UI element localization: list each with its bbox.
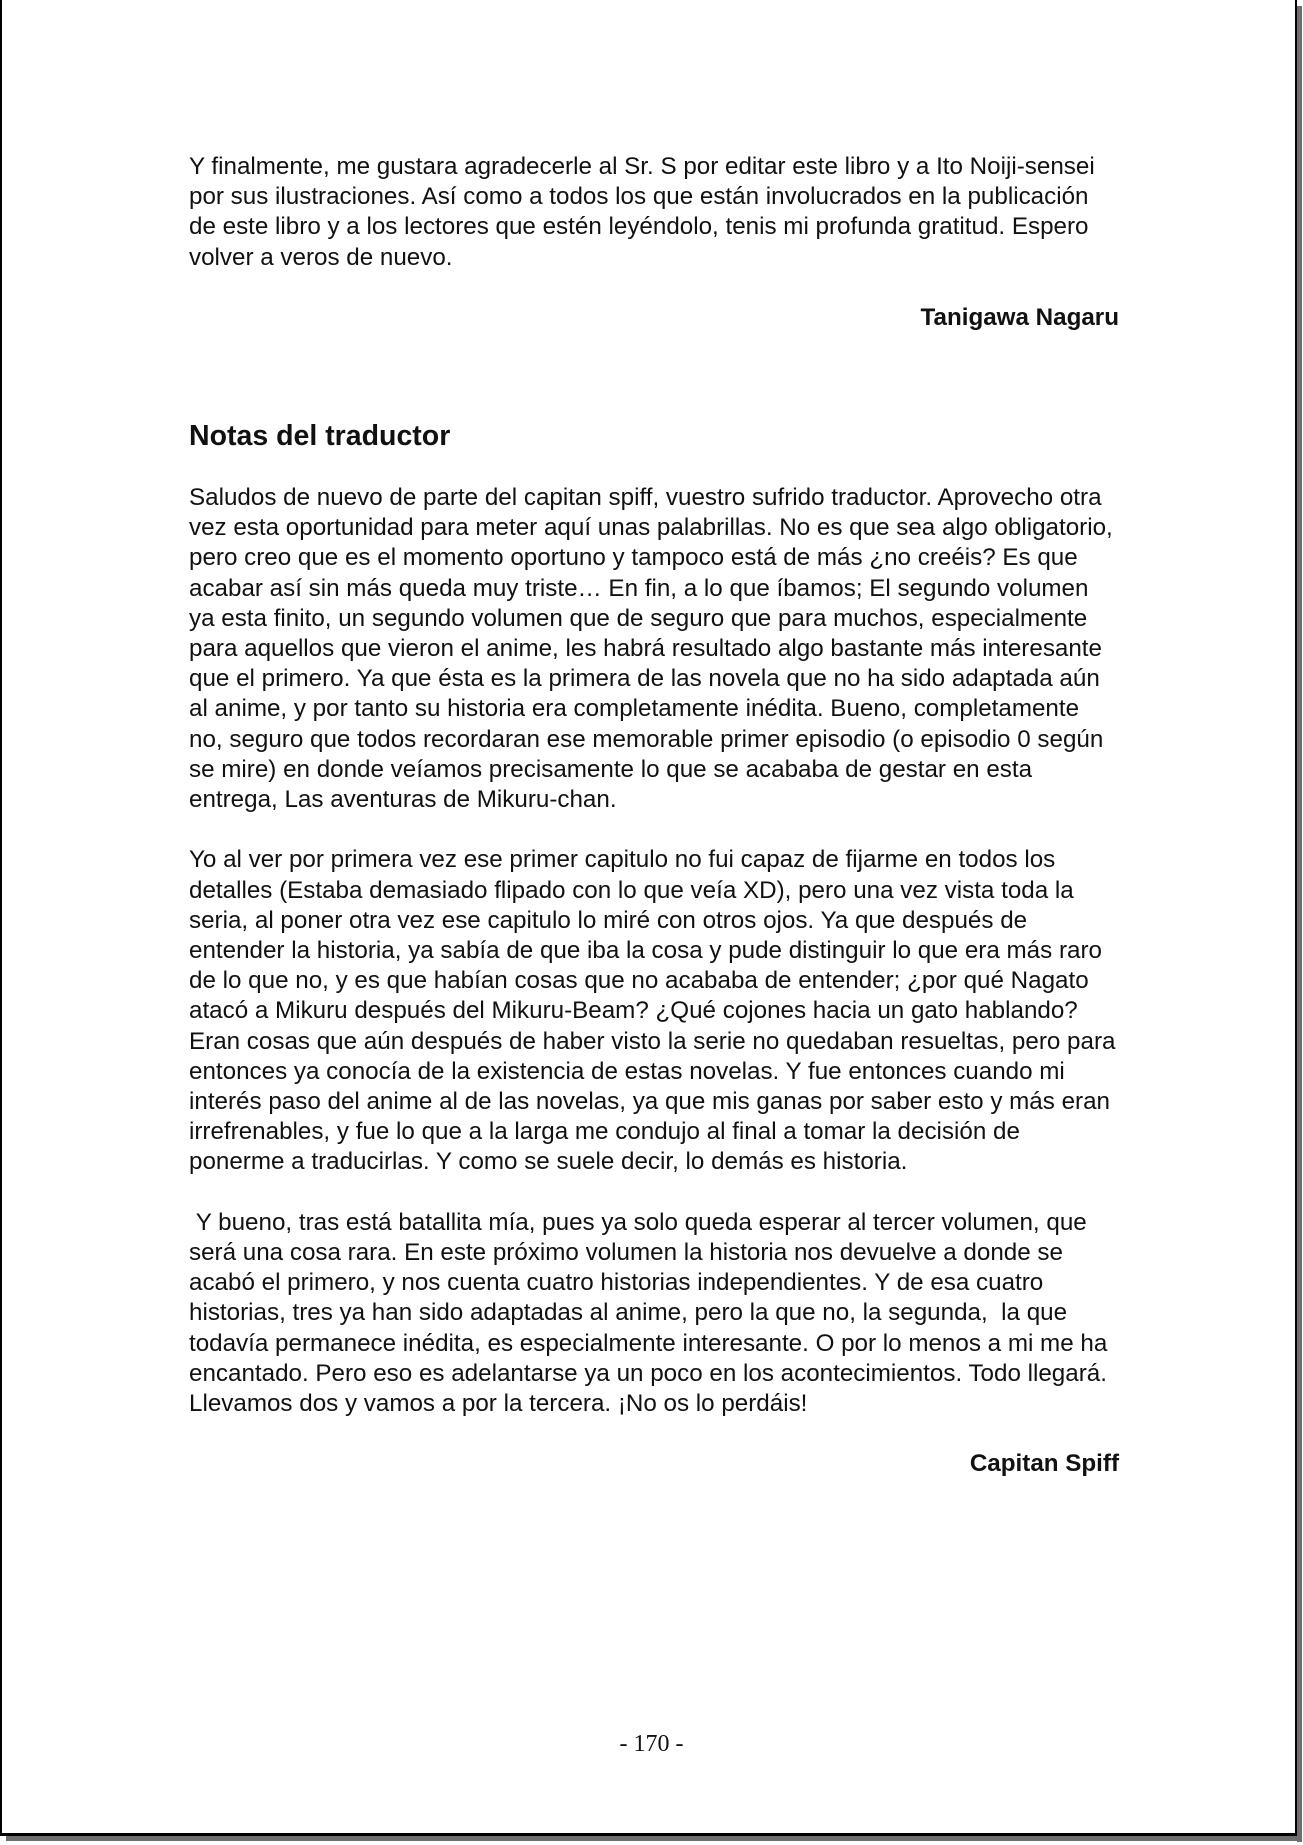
page-shadow-bottom [6, 1836, 1302, 1841]
notes-paragraph-1: Saludos de nuevo de parte del capitan spiff, vuestro sufrido traductor. Aprovecho otra vez esta oportunidad para meter aquí unas palabrillas. No es que sea algo obligatorio, pero creo que es el momento oportuno y tampoco está de más ¿no creéis? Es que acabar así sin más queda muy triste… En fin, a lo que íbamos; El segundo volumen ya esta finito, un segundo volumen que de seguro que para muchos, especialmente para aquellos que vieron el anime, les habrá resultado algo bastante más interesante que el primero. Ya que ésta es la primera de las novela que no ha sido adaptada aún al anime, y por tanto su historia era completamente inédita. Bueno, completamente no, seguro que todos recordaran ese memorable primer episodio (o episodio 0 según se mire) en donde veíamos precisamente lo que se acababa de gestar en esta entrega, Las aventuras de Mikuru-chan. [189, 484, 1113, 814]
notes-paragraph-3: Y bueno, tras está batallita mía, pues ya solo queda esperar al tercer volumen, que será una cosa rara. En este próximo volumen la historia nos devuelve a donde se acabó el primero, y nos cuenta cuatro historias independientes. Y de esa cuatro historias, tres ya han sido adaptadas al anime, pero la que no, la segunda, la que todavía permanece inédita, es especialmente interesante. O por lo menos a mi me ha encantado. Pero eso es adelantarse ya un poco en los acontecimientos. Todo llegará. Llevamos dos y vamos a por la tercera. ¡No os lo perdáis! [189, 1208, 1115, 1418]
intro-paragraph: Y finalmente, me gustara agradecerle al Sr. S por editar este libro y a Ito Noiji-sensei por sus ilustraciones. Así como a todos los que están involucrados en la publicación de este libro y a los lectores que estén leyéndolo, tenis mi profunda gratitud. Espero volver a veros de nuevo. [189, 153, 1095, 271]
translator-signature: Capitan Spiff [969, 1450, 1119, 1478]
notes-paragraph-2: Yo al ver por primera vez ese primer capitulo no fui capaz de fijarme en todos los detalles (Estaba demasiado flipado con lo que veía XD), pero una vez vista toda la seria, al poner otra vez ese capitulo lo miré con otros ojos. Ya que después de entender la historia, ya sabía de que iba la cosa y pude distinguir lo que era más raro de lo que no, y es que habían cosas que no acababa de entender; ¿por qué Nagato atacó a Mikuru después del Mikuru-Beam? ¿Qué cojones hacia un gato hablando? Eran cosas que aún después de haber visto la serie no quedaban resueltas, pero para entonces ya conocía de la existencia de estas novelas. Y fue entonces cuando mi interés paso del anime al de las novelas, ya que mis ganas por saber esto y más eran irrefrenables, y fue lo que a la larga me condujo al final a tomar la decisión de ponerme a traducirlas. Y como se suele decir, lo demás es historia. [189, 846, 1116, 1176]
section-heading: Notas del traductor [189, 420, 451, 453]
page-number: - 170 - [619, 1731, 684, 1757]
page-content [189, 152, 1119, 1479]
author-signature: Tanigawa Nagaru [920, 303, 1119, 331]
page-shadow-right [1297, 6, 1302, 1842]
